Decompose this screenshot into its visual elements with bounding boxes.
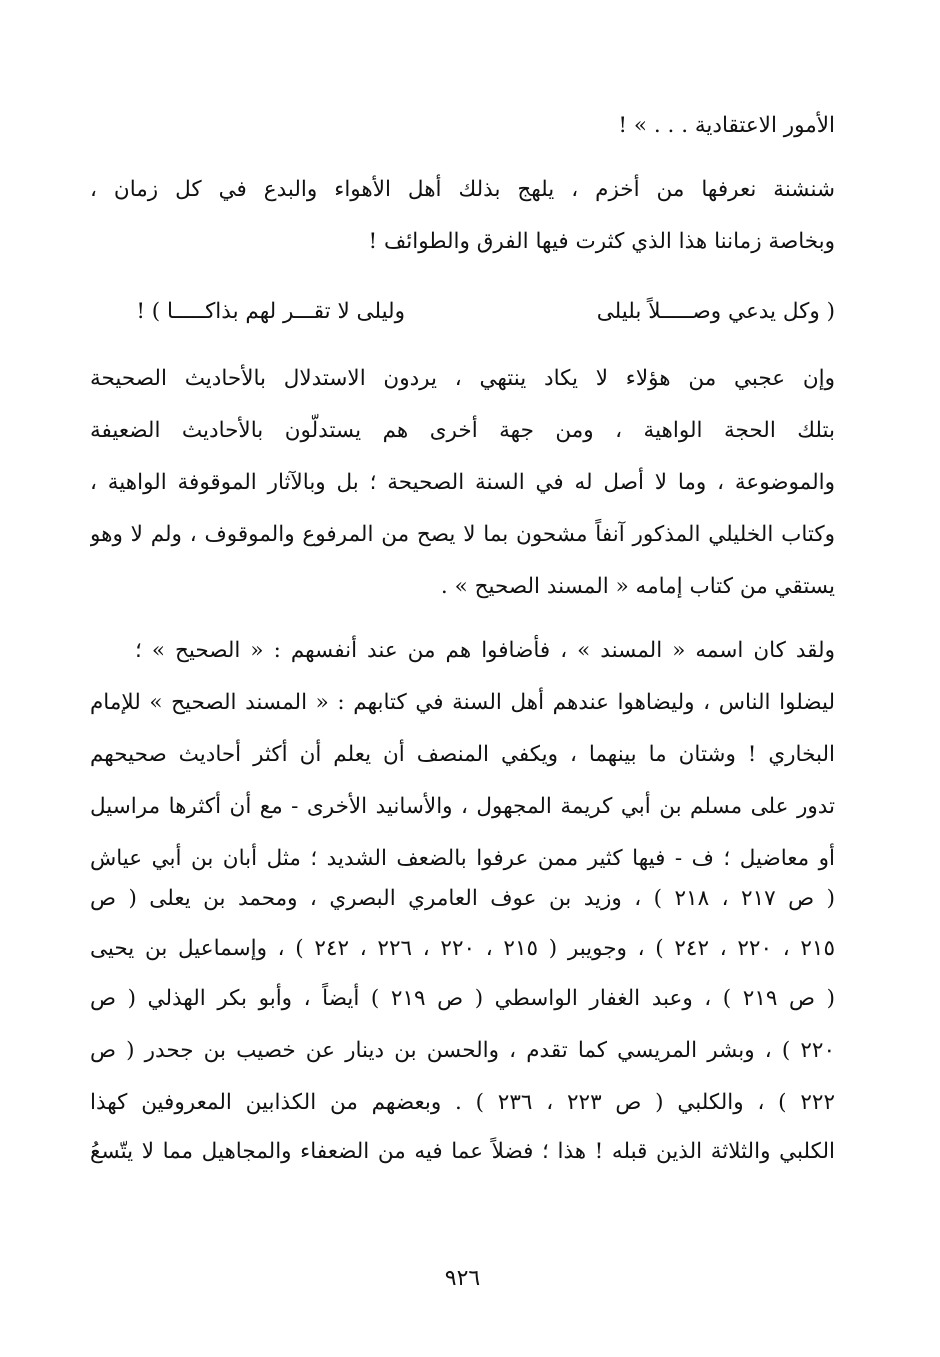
quote-end-line: الأمور الاعتقادية . . . » ! bbox=[618, 113, 835, 138]
text-line: يستقي من كتاب إمامه « المسند الصحيح » . bbox=[440, 574, 835, 599]
text-line: البخاري ! وشتان ما بينهما ، ويكفي المنصف أن يعلم أن أكثر أحاديث صحيحهم bbox=[90, 742, 835, 767]
text-line: وكتاب الخليلي المذكور آنفاً مشحون بما لا يصح من المرفوع والموقوف ، ولم لا وهو bbox=[90, 522, 835, 547]
text-line: والموضوعة ، وما لا أصل له في السنة الصحيحة ؛ بل وبالآثار الموقوفة الواهية ، bbox=[90, 470, 835, 495]
text-line: ( ص ٢١٧ ، ٢١٨ ) ، وزيد بن عوف العامري البصري ، ومحمد بن يعلى ( ص bbox=[90, 886, 835, 911]
text-line: ٢١٥ ، ٢٢٠ ، ٢٤٢ ) ، وجويبر ( ٢١٥ ، ٢٢٠ ، ٢٢٦ ، ٢٤٢ ) ، وإسماعيل بن يحيى bbox=[90, 936, 835, 961]
text-line: ولقد كان اسمه « المسند » ، فأضافوا هم من عند أنفسهم : « الصحيح » ؛ bbox=[135, 638, 835, 663]
text-line: تدور على مسلم بن أبي كريمة المجهول ، والأسانيد الأخرى - مع أن أكثرها مراسيل bbox=[90, 794, 835, 819]
page-number: ٩٢٦ bbox=[444, 1266, 481, 1291]
text-line: ليضلوا الناس ، وليضاهوا عندهم أهل السنة في كتابهم : « المسند الصحيح » للإمام bbox=[90, 690, 835, 715]
verse-first-hemistich: ( وكل يدعي وصـــــلاً بليلى bbox=[596, 299, 835, 324]
text-line: ٢٢٢ ) ، والكلبي ( ص ٢٢٣ ، ٢٣٦ ) . وبعضهم من الكذابين المعروفين كهذا bbox=[90, 1090, 835, 1115]
text-line: شنشنة نعرفها من أخزم ، يلهج بذلك أهل الأهواء والبدع في كل زمان ، bbox=[90, 177, 835, 202]
document-page bbox=[90, 0, 835, 1357]
text-line: الكلبي والثلاثة الذين قبله ! هذا ؛ فضلاً عما فيه من الضعفاء والمجاهيل مما لا يتّسعُ bbox=[90, 1139, 835, 1164]
text-line: وإن عجبي من هؤلاء لا يكاد ينتهي ، يردون الاستدلال بالأحاديث الصحيحة bbox=[90, 366, 835, 391]
verse-second-hemistich: وليلى لا تقـــر لهم بذاكـــــا ) ! bbox=[136, 299, 405, 324]
poetry-verse bbox=[90, 292, 835, 332]
text-line: بتلك الحجة الواهية ، ومن جهة أخرى هم يستدلّون بالأحاديث الضعيفة bbox=[90, 418, 835, 443]
text-line: وبخاصة زماننا هذا الذي كثرت فيها الفرق والطوائف ! bbox=[368, 229, 835, 254]
text-line: ٢٢٠ ) ، وبشر المريسي كما تقدم ، والحسن بن دينار عن خصيب بن جحدر ( ص bbox=[90, 1038, 835, 1063]
text-line: ( ص ٢١٩ ) ، وعبد الغفار الواسطي ( ص ٢١٩ ) أيضاً ، وأبو بكر الهذلي ( ص bbox=[90, 986, 835, 1011]
text-line: أو معاضيل ؛ ف - فيها كثير ممن عرفوا بالضعف الشديد ؛ مثل أبان بن أبي عياش bbox=[90, 846, 835, 871]
